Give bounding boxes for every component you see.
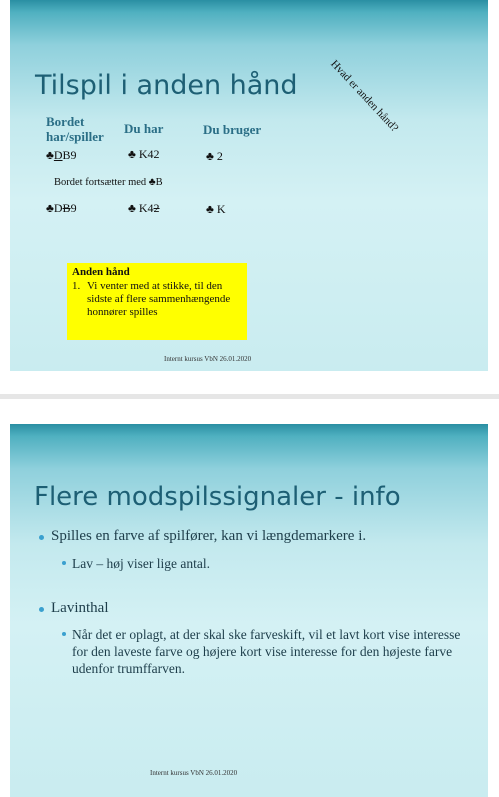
box-title: Anden hånd bbox=[72, 266, 130, 278]
bullet-1: Spilles en farve af spilfører, kan vi længdemarkere i. bbox=[51, 528, 367, 544]
row2-use: ♣ K bbox=[206, 202, 226, 216]
sub-bullet-1: Lav – høj viser lige antal. bbox=[72, 556, 210, 571]
slide-2-footer: Internt kursus VbN 26.01.2020 bbox=[150, 769, 238, 777]
row1-use: ♣ 2 bbox=[206, 149, 223, 163]
header-du-bruger: Du bruger bbox=[203, 122, 262, 137]
row1-table: ♣DB9 bbox=[46, 148, 77, 162]
bullet-2: Lavinthal bbox=[51, 600, 109, 616]
rotated-note: Hvad er anden hånd? bbox=[328, 58, 401, 135]
slide-2-title: Flere modspilssignaler - info bbox=[34, 482, 401, 512]
slide-1 bbox=[10, 0, 488, 371]
continue-text: Bordet fortsætter med ♣B bbox=[54, 177, 163, 188]
row2-hand: ♣ K42 bbox=[128, 201, 160, 215]
header-du-har: Du har bbox=[124, 121, 164, 136]
sub-bullet-dot-2 bbox=[62, 632, 66, 636]
sub-bullet-2: Når det er oplagt, at der skal ske farveskift, vil et lavt kort vise interesse for den laveste farve og højere kort vise interesse for den højeste farve udenfor trumffarven. bbox=[72, 627, 461, 676]
bullet-dot-1 bbox=[39, 535, 44, 540]
slide-2 bbox=[10, 424, 488, 797]
slide-1-title: Tilspil i anden hånd bbox=[35, 70, 298, 101]
box-text: Vi venter med at stikke, til den sidste af flere sammenhængende honnører spilles bbox=[87, 280, 231, 318]
slide-divider bbox=[0, 394, 499, 399]
row2-table: ♣DB9 bbox=[46, 201, 77, 215]
header-bordet: Bordet har/spiller bbox=[46, 114, 104, 144]
box-number: 1. bbox=[72, 280, 81, 292]
sub-bullet-dot-1 bbox=[62, 561, 66, 565]
anden-haand-box bbox=[67, 263, 247, 340]
bullet-dot-2 bbox=[39, 607, 44, 612]
row1-hand: ♣ K42 bbox=[128, 147, 160, 161]
slide-1-footer: Internt kursus VbN 26.01.2020 bbox=[164, 355, 252, 363]
